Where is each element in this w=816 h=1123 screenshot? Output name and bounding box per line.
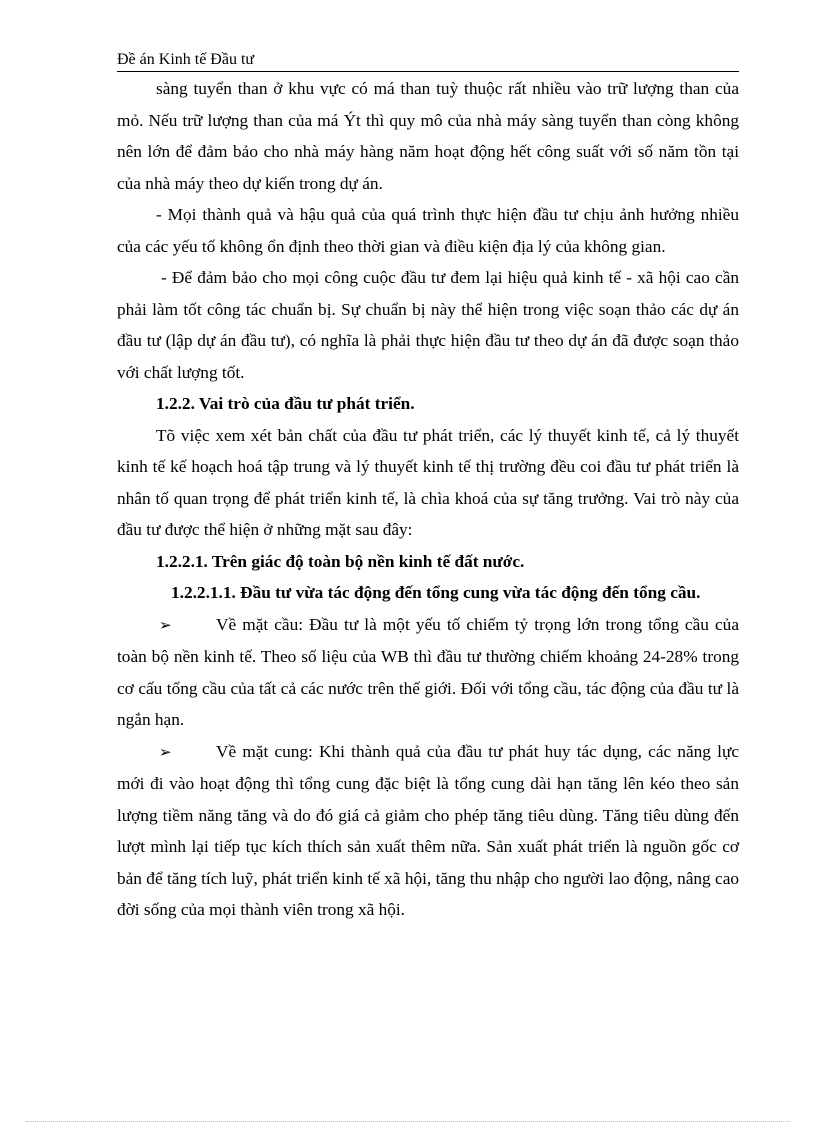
arrow-bullet-icon: ➢ (159, 615, 172, 634)
heading-role-of-investment: 1.2.2. Vai trò của đầu tư phát triển. (156, 394, 415, 413)
bullet-item-supply (117, 736, 739, 926)
paragraph-instability-factors: - Mọi thành quả và hậu quả của quá trình thực hiện đầu tư chịu ảnh hưởng nhiều của các yếu tố không ổn định theo thời gian và điều kiện địa lý của không gian. (117, 205, 739, 256)
page-header (117, 50, 739, 72)
bullet-text-demand: Về mặt cầu: Đầu tư là một yếu tố chiếm tỷ trọng lớn trong tổng cầu của toàn bộ nền kinh tế. Theo số liệu của WB thì đầu tư thường chiếm khoảng 24-28% trong cơ cấu tổng cầu của tất cả các nước trên thế giới. Đối với tổng cầu, tác động của đầu tư là ngắn hạn. (117, 614, 739, 729)
paragraph-coal-screening: sàng tuyển than ở khu vực có má than tuỳ thuộc rất nhiều vào trữ lượng than của mỏ. Nếu trữ lượng than của má Ýt thì quy mô của nhà máy sàng tuyển than còng không nên lớn để đảm bảo cho nhà máy hàng năm hoạt động hết công suất với số năm tồn tại của nhà máy theo dự kiến trong dự án. (117, 79, 739, 193)
heading-whole-economy: 1.2.2.1. Trên giác độ toàn bộ nền kinh tế đất nước. (156, 551, 525, 571)
paragraph-preparation: - Để đảm bảo cho mọi công cuộc đầu tư đem lại hiệu quả kinh tế - xã hội cao cần phải làm tốt công tác chuẩn bị. Sự chuẩn bị này thể hiện trong việc soạn thảo các dự án đầu tư (lập dự án đầu tư), có nghĩa là phải thực hiện đầu tư theo dự án đã được soạn thảo với chất lượng tốt. (117, 268, 739, 382)
page-bottom-divider (26, 1121, 790, 1122)
header-title: Đề án Kinh tế Đầu tư (117, 51, 255, 68)
document-body (117, 73, 739, 926)
paragraph-role-overview: Tõ việc xem xét bản chất của đầu tư phát triển, các lý thuyết kinh tế, cả lý thuyết kinh tế kế hoạch hoá tập trung và lý thuyết kinh tế thị trường đều coi đầu tư phát triển là nhân tố quan trọng để phát triển kinh tế, là chìa khoá của sự tăng trưởng. Vai trò này của đầu tư được thể hiện ở những mặt sau đây: (117, 425, 739, 539)
bullet-item-demand (117, 609, 739, 736)
bullet-text-supply: Về mặt cung: Khi thành quả của đầu tư phát huy tác dụng, các năng lực mới đi vào hoạt động thì tổng cung đặc biệt là tổng cung dài hạn tăng lên kéo theo sản lượng tiềm năng tăng và do đó giá cả giảm cho phép tăng tiêu dùng. Tăng tiêu dùng đến lượt mình lại tiếp tục kích thích sản xuất thêm nữa. Sản xuất phát triển là nguồn gốc cơ bản để tăng tích luỹ, phát triển kinh tế xã hội, tăng thu nhập cho người lao động, nâng cao đời sống của mọi thành viên trong xã hội. (117, 741, 739, 919)
heading-supply-demand: 1.2.2.1.1. Đầu tư vừa tác động đến tổng cung vừa tác động đến tổng cầu. (171, 583, 701, 602)
arrow-bullet-icon: ➢ (159, 742, 172, 761)
